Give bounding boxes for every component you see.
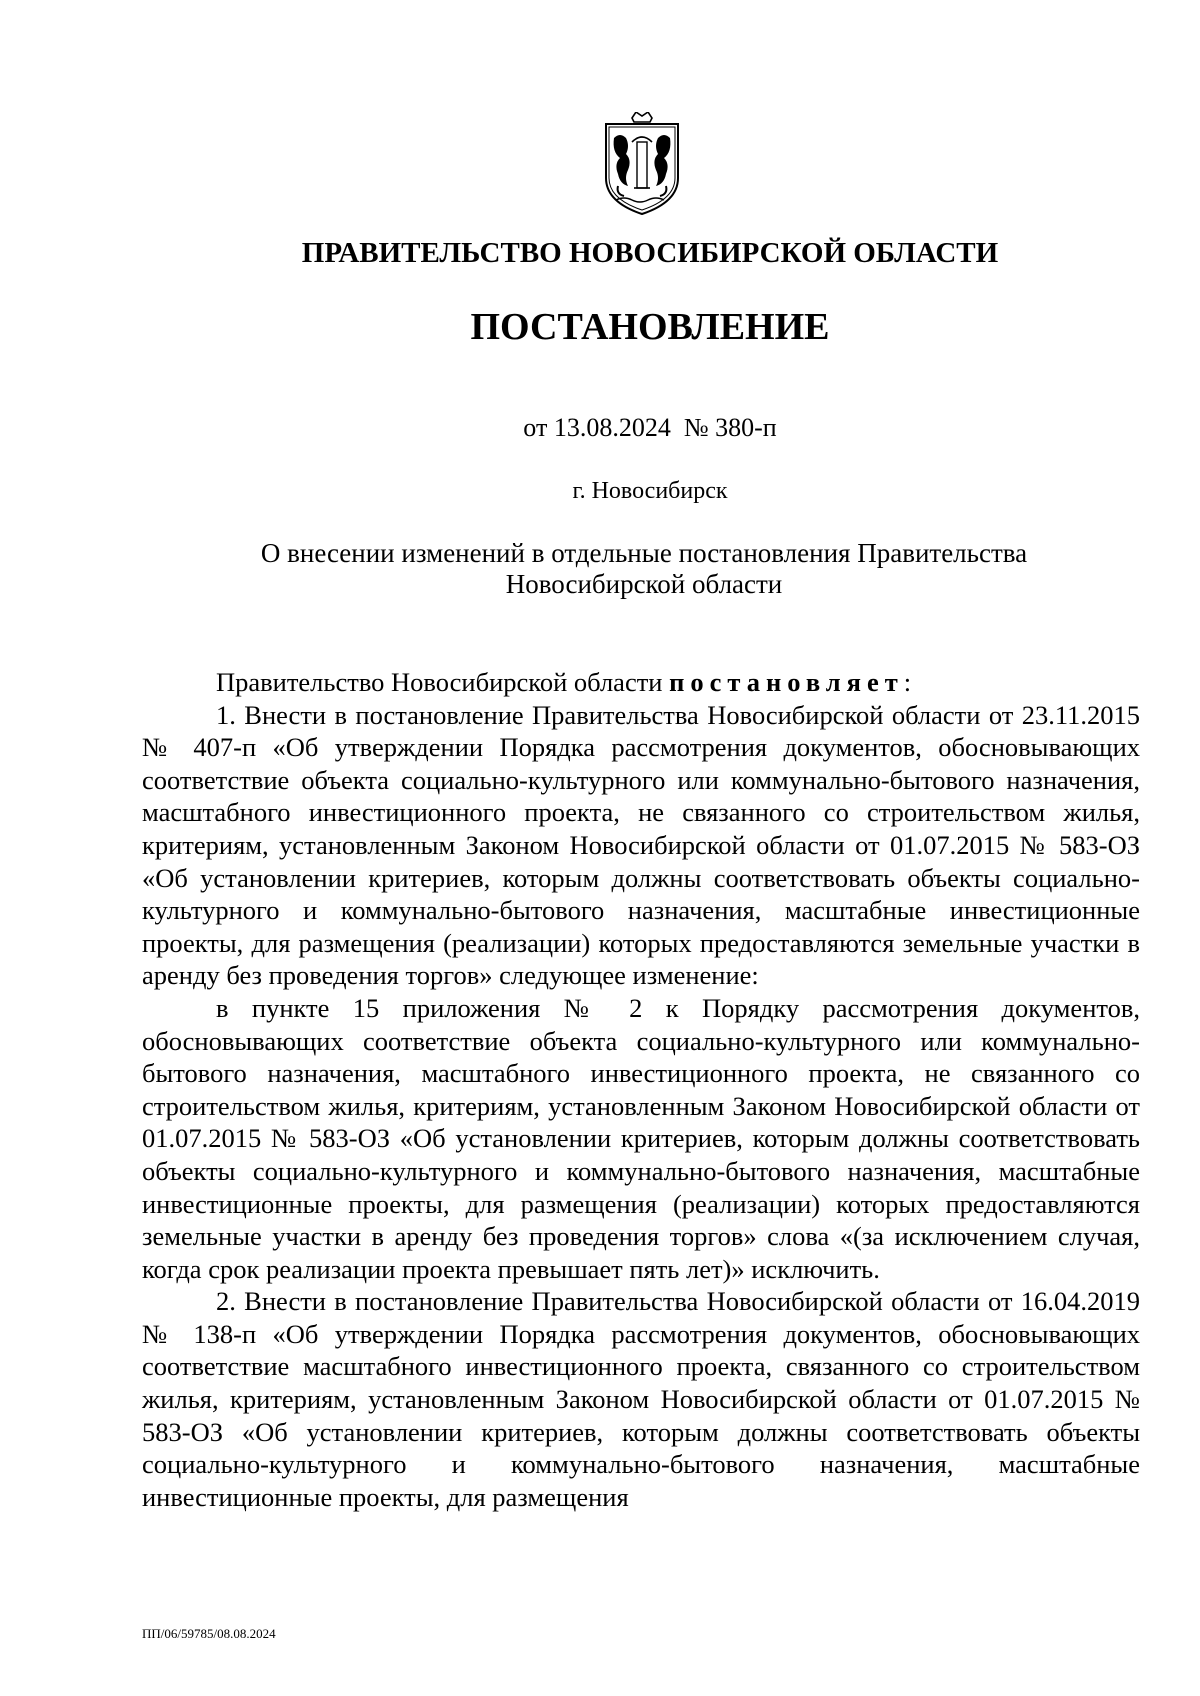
- document-body: [142, 666, 1140, 1513]
- preamble-resolves: постановляет: [669, 667, 904, 697]
- paragraph-2: 2. Внести в постановление Правительства Новосибирской области от 16.04.2019 № 138-п «Об утверждении Порядка рассмотрения документов, обосновывающих соответствие масштабного инвестиционного проекта, связанного со строительством жилья, критериям, установленным Законом Новосибирской области от 01.07.2015 № 583-ОЗ «Об установлении критериев, которым должны соответствовать объекты социально-культурного и коммунально-бытового назначения, масштабные инвестиционные проекты, для размещения: [142, 1286, 1140, 1512]
- preamble-text: Правительство Новосибирской области: [216, 667, 670, 697]
- government-name: ПРАВИТЕЛЬСТВО НОВОСИБИРСКОЙ ОБЛАСТИ: [301, 237, 999, 269]
- preamble-colon: :: [903, 667, 912, 697]
- document-title-line-2: Новосибирской области: [505, 569, 783, 599]
- paragraph-1-amendment: в пункте 15 приложения № 2 к Порядку рассмотрения документов, обосновывающих соответствие объекта социально-культурного или коммунально-бытового назначения, масштабного инвестиционного проекта, не связанного со строительством жилья, критериям, установленным Законом Новосибирской области от 01.07.2015 № 583-ОЗ «Об установлении критериев, которым должны соответствовать объекты социально-культурного и коммунально-бытового назначения, масштабные инвестиционные проекты, для размещения (реализации) которых предоставляются земельные участки в аренду без проведения торгов» слова «(за исключением случая, когда срок реализации проекта превышает пять лет)» исключить.: [142, 992, 1140, 1284]
- document-title: [230, 538, 1058, 600]
- footer-document-code: ПП/06/59785/08.08.2024: [142, 1626, 276, 1641]
- document-title-line-1: О внесении изменений в отдельные постановления Правительства: [260, 538, 1028, 568]
- document-type: ПОСТАНОВЛЕНИЕ: [470, 306, 830, 348]
- paragraph-1: 1. Внести в постановление Правительства Новосибирской области от 23.11.2015 № 407-п «Об утверждении Порядка рассмотрения документов, обосновывающих соответствие объекта социально-культурного или коммунально-бытового назначения, масштабного инвестиционного проекта, не связанного со строительством жилья, критериям, установленным Законом Новосибирской области от 01.07.2015 № 583-ОЗ «Об установлении критериев, которым должны соответствовать объекты социально-культурного и коммунально-бытового назначения, масштабные инвестиционные проекты, для размещения (реализации) которых предоставляются земельные участки в аренду без проведения торгов» следующее изменение:: [142, 699, 1140, 991]
- coat-of-arms-icon: [598, 112, 686, 216]
- preamble: [142, 666, 1140, 699]
- document-city: г. Новосибирск: [572, 478, 728, 504]
- document-date-number: от 13.08.2024 № 380-п: [523, 413, 777, 442]
